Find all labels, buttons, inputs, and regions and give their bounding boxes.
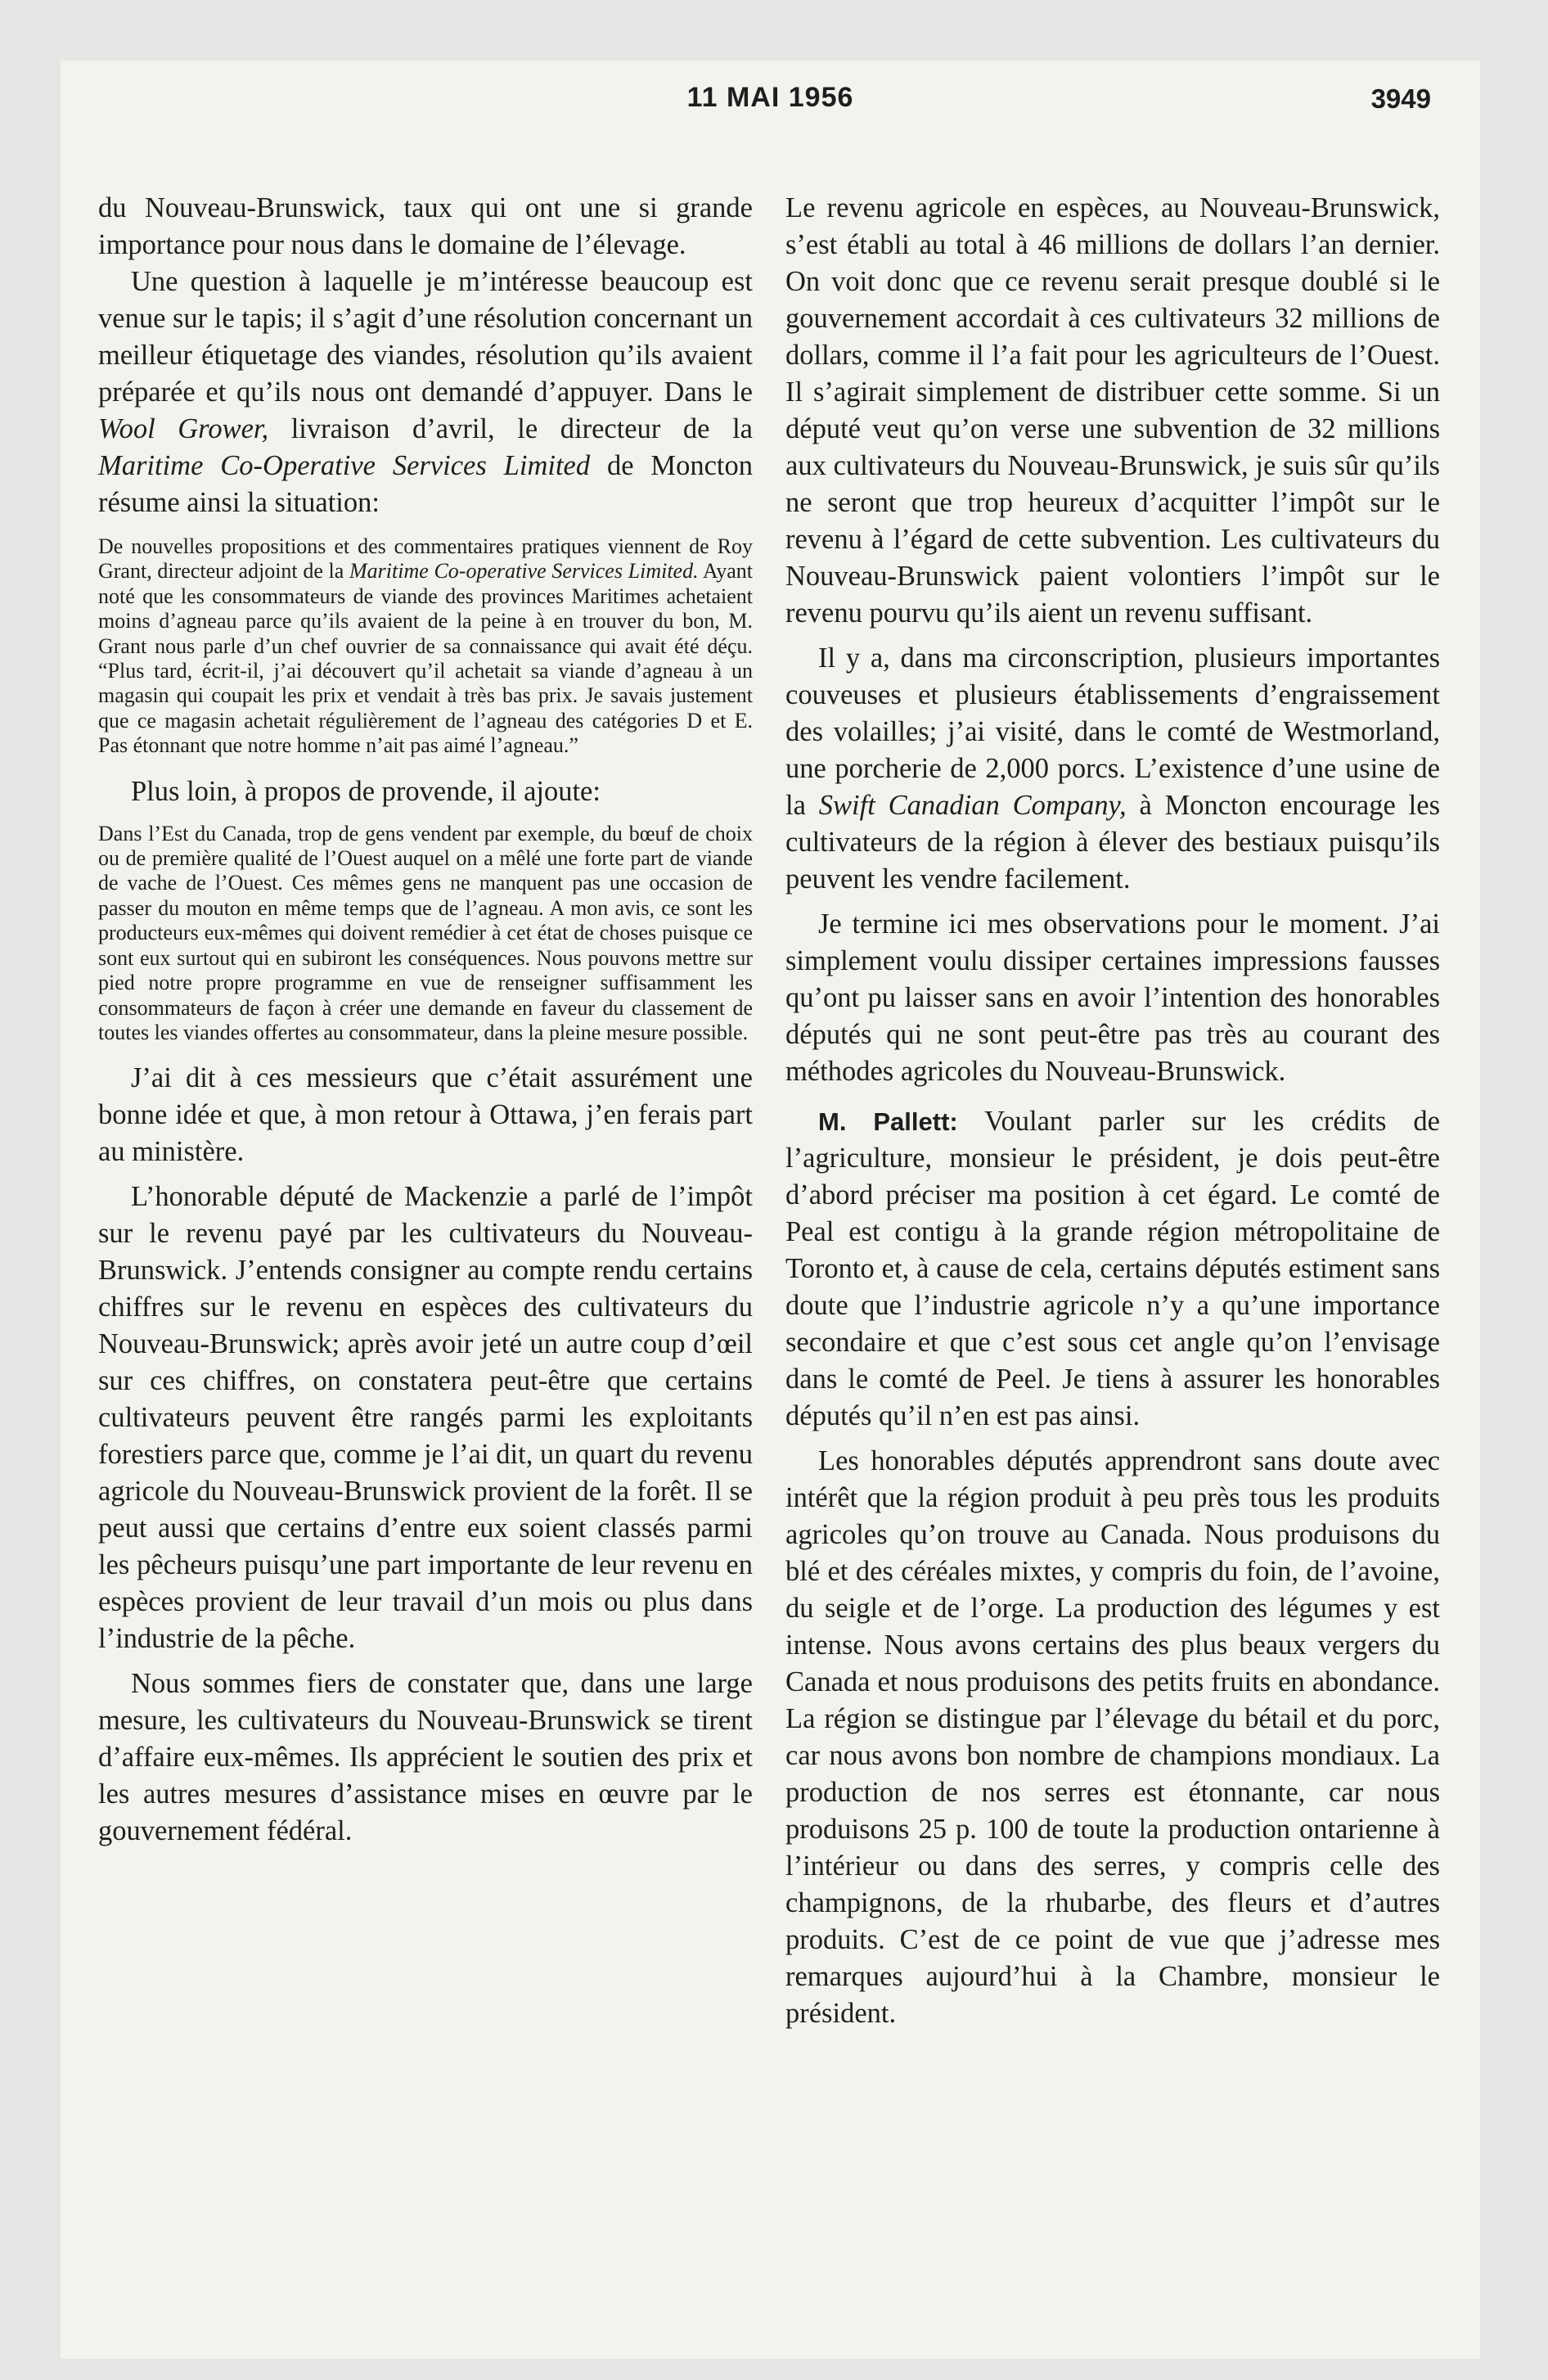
paragraph: J’ai dit à ces messieurs que c’était assurément une bonne idée et que, à mon retour à Ottawa, j’en ferais part au ministère. xyxy=(98,1062,753,1168)
text-run: livraison d’avril, le directeur de la xyxy=(268,413,753,444)
speaker-name: M. Pallett: xyxy=(818,1107,958,1136)
page-date: 11 MAI 1956 xyxy=(686,82,854,113)
text-run: Il y a, dans ma circonscription, plusieurs importantes couveuses et plusieurs établissements d’engraissement des volailles; j’ai visité, dans le comté de Westmorland, une porcherie de 2,000 porcs. L’existence d’une usine de la xyxy=(785,642,1440,821)
page-header xyxy=(61,82,1480,131)
block-quote xyxy=(98,534,753,759)
text-run: Une question à laquelle je m’intéresse beaucoup est venue sur le tapis; il s’agit d’une résolution concernant un meilleur étiquetage des viandes, résolution qu’ils avaient préparée et qu’ils nous ont demandé d’appuyer. Dans le xyxy=(98,266,753,408)
paragraph: du Nouveau-Brunswick, taux qui ont une si grande importance pour nous dans le domaine de l’élevage. xyxy=(98,192,753,260)
page-number: 3949 xyxy=(1370,83,1431,114)
paragraph: Plus loin, à propos de provende, il ajoute: xyxy=(131,775,601,807)
text-run: à Moncton encourage les cultivateurs de la région à élever des bestiaux puisqu’ils peuvent les vendre facilement. xyxy=(785,790,1440,895)
text-run: Voulant parler sur les crédits de l’agriculture, monsieur le président, je dois peut-être d’abord préciser ma position à cet égard. Le comté de Peal est contigu à la grande région métropolitaine de Toronto et, à cause de cela, certains députés estiment sans doute que l’industrie agricole n’y a qu’une importance secondaire et que c’est sous cet angle qu’on l’envisage dans le comté de Peel. Je tiens à assurer les honorables députés qu’il n’en est pas ainsi. xyxy=(785,1106,1440,1431)
text-run: de Moncton résume ainsi la situation: xyxy=(98,450,753,518)
organization-name: Maritime Co-Operative Services Limited xyxy=(98,450,591,481)
block-quote: Dans l’Est du Canada, trop de gens vendent par exemple, du bœuf de choix ou de première qualité de l’Ouest auquel on a mêlé une forte part de viande de vache de l’Ouest. Ces mêmes gens ne manquent pas une occasion de passer du mouton en même temps que de l’agneau. A mon avis, ce sont les producteurs eux-mêmes qui doivent remédier à cet état de choses puisque ce sont eux surtout qui en subiront les conséquences. Nous pouvons mettre sur pied notre propre programme en vue de renseigner suffisamment les consommateurs de façon à créer une demande en faveur du classement de toutes les viandes offertes au consommateur, dans la pleine mesure possible. xyxy=(98,821,753,1044)
right-column xyxy=(785,190,1440,2032)
text-run: Ayant noté que les consommateurs de viande des provinces Maritimes achetaient moins d’agneau parce qu’ils avaient de la peine à en trouver du bon, M. Grant nous parle d’un chef ouvrier de sa connaissance qui avait été déçu. “Plus tard, écrit-il, j’ai découvert qu’il achetait sa viande d’agneau à un magasin qui coupait les prix et vendait à très bas prix. Je savais justement que ce magasin achetait régulièrement de l’agneau des catégories D et E. Pas étonnant que notre homme n’ait pas aimé l’agneau.” xyxy=(98,559,753,758)
paragraph: Nous sommes fiers de constater que, dans une large mesure, les cultivateurs du Nouveau-Brunswick se tirent d’affaire eux-mêmes. Ils apprécient le soutien des prix et les autres mesures d’assistance mises en œuvre par le gouvernement fédéral. xyxy=(98,1668,753,1847)
text-run: De nouvelles propositions et des commentaires pratiques viennent de Roy Grant, directeur adjoint de la xyxy=(98,534,753,584)
paragraph: L’honorable député de Mackenzie a parlé de l’impôt sur le revenu payé par les cultivateurs du Nouveau-Brunswick. J’entends consigner au compte rendu certains chiffres sur le revenu en espèces des cultivateurs du Nouveau-Brunswick; après avoir jeté un autre coup d’œil sur ces chiffres, on constatera peut-être que certains cultivateurs peuvent être rangés parmi les exploitants forestiers parce que, comme je l’ai dit, un quart du revenu agricole du Nouveau-Brunswick provient de la forêt. Il se peut aussi que certains d’entre eux soient classés parmi les pêcheurs puisqu’une part importante de leur revenu en espèces provient de leur travail d’un mois ou plus dans l’industrie de la pêche. xyxy=(98,1181,753,1655)
company-name: Swift Canadian Company, xyxy=(818,790,1127,821)
paragraph: Les honorables députés apprendront sans doute avec intérêt que la région produit à peu près tous les produits agricoles qu’on trouve au Canada. Nous produisons du blé et des céréales mixtes, y compris du foin, de l’avoine, du seigle et de l’orge. La production des légumes y est intense. Nous avons certains des plus beaux vergers du Canada et nous produisons des petits fruits en abondance. La région se distingue par l’élevage du bétail et du porc, car nous avons bon nombre de champions mondiaux. La production de nos serres est étonnante, car nous produisons 25 p. 100 de toute la production ontarienne à l’intérieur ou dans des serres, y compris celle des champignons, de la rhubarbe, des fleurs et d’autres produits. C’est de ce point de vue que j’adresse mes remarques aujourd’hui à la Chambre, monsieur le président. xyxy=(785,1445,1440,2029)
paragraph xyxy=(98,264,753,521)
publication-title: Wool Grower, xyxy=(98,413,269,444)
paragraph xyxy=(785,1103,1440,1435)
paragraph: Je termine ici mes observations pour le moment. J’ai simplement voulu dissiper certaines impressions fausses qu’ont pu laisser sans en avoir l’intention des honorables députés qui ne sont peut-être pas très au courant des méthodes agricoles du Nouveau-Brunswick. xyxy=(785,908,1440,1087)
paragraph: Le revenu agricole en espèces, au Nouveau-Brunswick, s’est établi au total à 46 millions de dollars l’an dernier. On voit donc que ce revenu serait presque doublé si le gouvernement accordait à ces cultivateurs 32 millions de dollars, comme il l’a fait pour les agriculteurs de l’Ouest. Il s’agirait simplement de distribuer cette somme. Si un député veut qu’on verse une subvention de 32 millions aux cultivateurs du Nouveau-Brunswick, je suis sûr qu’ils ne seront que trop heureux d’acquitter l’impôt sur le revenu à l’égard de cette subvention. Les cultivateurs du Nouveau-Brunswick paient volontiers l’impôt sur le revenu pourvu qu’ils aient un revenu suffisant. xyxy=(785,192,1440,629)
organization-name: Maritime Co-operative Services Limited. xyxy=(349,559,699,584)
left-column xyxy=(98,190,753,1850)
paragraph xyxy=(785,640,1440,898)
